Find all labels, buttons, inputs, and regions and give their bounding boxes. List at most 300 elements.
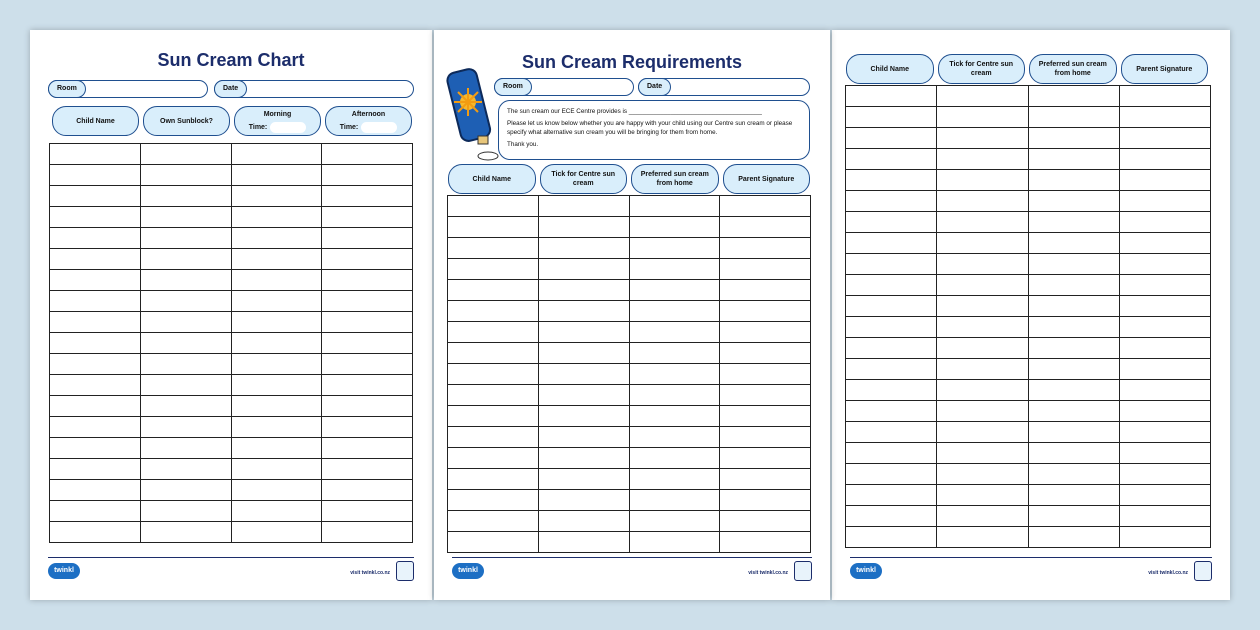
table-cell[interactable]: [448, 511, 539, 532]
table-cell[interactable]: [629, 301, 720, 322]
table-cell[interactable]: [140, 186, 231, 207]
table-row: [846, 401, 1211, 422]
table-cell[interactable]: [140, 396, 231, 417]
table-cell[interactable]: [231, 228, 322, 249]
room-field[interactable]: [494, 78, 634, 96]
table-cell[interactable]: [322, 354, 413, 375]
table-row: [50, 207, 413, 228]
table-cell[interactable]: [937, 212, 1028, 233]
table-cell[interactable]: [140, 249, 231, 270]
table-cell[interactable]: [1028, 86, 1119, 107]
table-cell[interactable]: [322, 228, 413, 249]
table-cell[interactable]: [1119, 296, 1210, 317]
header-tick-centre: Tick for Centre sun cream: [938, 54, 1026, 84]
table-cell[interactable]: [140, 165, 231, 186]
table-cell[interactable]: [538, 280, 629, 301]
table-cell[interactable]: [629, 280, 720, 301]
table-cell[interactable]: [538, 469, 629, 490]
table-cell[interactable]: [140, 459, 231, 480]
table-cell[interactable]: [322, 186, 413, 207]
table-cell[interactable]: [448, 238, 539, 259]
table-cell[interactable]: [140, 312, 231, 333]
table-cell[interactable]: [1119, 170, 1210, 191]
date-field[interactable]: [638, 78, 810, 96]
table-row: [846, 485, 1211, 506]
table-cell[interactable]: [937, 170, 1028, 191]
table-cell[interactable]: [231, 249, 322, 270]
table-cell[interactable]: [1119, 401, 1210, 422]
table-cell[interactable]: [50, 186, 141, 207]
table-cell[interactable]: [1119, 191, 1210, 212]
table-cell[interactable]: [1028, 401, 1119, 422]
table-cell[interactable]: [846, 380, 937, 401]
table-row: [50, 459, 413, 480]
table-cell[interactable]: [448, 217, 539, 238]
table-cell[interactable]: [538, 406, 629, 427]
page-title: Sun Cream Chart: [157, 50, 305, 70]
table-cell[interactable]: [629, 364, 720, 385]
table-cell[interactable]: [448, 490, 539, 511]
table-cell[interactable]: [629, 532, 720, 553]
room-field[interactable]: [48, 80, 208, 98]
table-row: [448, 364, 811, 385]
table-cell[interactable]: [50, 459, 141, 480]
table-cell[interactable]: [322, 459, 413, 480]
table-cell[interactable]: [1028, 191, 1119, 212]
table-cell[interactable]: [937, 485, 1028, 506]
table-cell[interactable]: [629, 511, 720, 532]
table-cell[interactable]: [1119, 380, 1210, 401]
table-row: [846, 506, 1211, 527]
table-cell[interactable]: [937, 317, 1028, 338]
table-cell[interactable]: [846, 527, 937, 548]
table-cell[interactable]: [1028, 485, 1119, 506]
table-cell[interactable]: [50, 144, 141, 165]
table-cell[interactable]: [322, 312, 413, 333]
table-cell[interactable]: [1119, 275, 1210, 296]
date-field[interactable]: [214, 80, 414, 98]
table-cell[interactable]: [1119, 359, 1210, 380]
table-cell[interactable]: [1028, 275, 1119, 296]
footer: [850, 557, 1212, 576]
table-cell[interactable]: [1028, 254, 1119, 275]
table-cell[interactable]: [231, 522, 322, 543]
table-cell[interactable]: [1119, 485, 1210, 506]
header-child-name: Child Name: [448, 164, 536, 194]
table-cell[interactable]: [1028, 107, 1119, 128]
table-cell[interactable]: [322, 291, 413, 312]
table-cell[interactable]: [1119, 149, 1210, 170]
table-cell[interactable]: [1119, 317, 1210, 338]
afternoon-label: Afternoon: [351, 110, 386, 118]
table-cell[interactable]: [937, 107, 1028, 128]
table-cell[interactable]: [1028, 212, 1119, 233]
table-cell[interactable]: [629, 490, 720, 511]
table-cell[interactable]: [322, 207, 413, 228]
table-cell[interactable]: [720, 448, 811, 469]
table-cell[interactable]: [50, 480, 141, 501]
table-row: [448, 280, 811, 301]
quality-badge-icon: [794, 561, 812, 581]
table-cell[interactable]: [937, 443, 1028, 464]
table-cell[interactable]: [937, 86, 1028, 107]
table-row: [50, 396, 413, 417]
table-row: [448, 406, 811, 427]
table-cell[interactable]: [937, 359, 1028, 380]
table-cell[interactable]: [720, 427, 811, 448]
twinkl-logo: twinkl: [48, 563, 80, 579]
table-row: [448, 301, 811, 322]
table-cell[interactable]: [50, 312, 141, 333]
table-cell[interactable]: [231, 186, 322, 207]
header-child-name: Child Name: [52, 106, 139, 136]
table-cell[interactable]: [1119, 338, 1210, 359]
table-cell[interactable]: [846, 464, 937, 485]
table-row: [448, 427, 811, 448]
header-preferred: Preferred sun cream from home: [1029, 54, 1117, 84]
table-cell[interactable]: [538, 532, 629, 553]
table-row: [50, 480, 413, 501]
table-cell[interactable]: [231, 207, 322, 228]
table-cell[interactable]: [1119, 422, 1210, 443]
table-row: [448, 343, 811, 364]
table-cell[interactable]: [50, 207, 141, 228]
table-cell[interactable]: [322, 522, 413, 543]
table-row: [448, 196, 811, 217]
table-cell[interactable]: [937, 233, 1028, 254]
table-row: [846, 443, 1211, 464]
afternoon-time-input[interactable]: [361, 122, 397, 133]
table-row: [846, 317, 1211, 338]
table-cell[interactable]: [538, 343, 629, 364]
table-cell[interactable]: [538, 301, 629, 322]
table-cell[interactable]: [1119, 527, 1210, 548]
table-row: [448, 217, 811, 238]
table-cell[interactable]: [322, 270, 413, 291]
table-row: [846, 107, 1211, 128]
table-cell[interactable]: [50, 249, 141, 270]
table-cell[interactable]: [140, 291, 231, 312]
date-label: Date: [638, 78, 671, 96]
table-cell[interactable]: [231, 396, 322, 417]
table-cell[interactable]: [937, 191, 1028, 212]
table-cell[interactable]: [448, 301, 539, 322]
table-cell[interactable]: [1119, 443, 1210, 464]
table-cell[interactable]: [448, 259, 539, 280]
table-cell[interactable]: [50, 522, 141, 543]
table-cell[interactable]: [720, 364, 811, 385]
table-cell[interactable]: [846, 191, 937, 212]
table-cell[interactable]: [629, 259, 720, 280]
table-cell[interactable]: [1028, 170, 1119, 191]
header-parent-signature: Parent Signature: [723, 164, 811, 194]
table-cell[interactable]: [231, 165, 322, 186]
table-cell[interactable]: [1119, 128, 1210, 149]
table-cell[interactable]: [937, 506, 1028, 527]
table-cell[interactable]: [720, 532, 811, 553]
table-row: [50, 165, 413, 186]
table-cell[interactable]: [846, 170, 937, 191]
table-cell[interactable]: [937, 275, 1028, 296]
table-cell[interactable]: [937, 338, 1028, 359]
table-row: [50, 417, 413, 438]
table-cell[interactable]: [50, 333, 141, 354]
table-cell[interactable]: [720, 469, 811, 490]
table-cell[interactable]: [538, 511, 629, 532]
table-cell[interactable]: [1119, 233, 1210, 254]
table-row: [50, 144, 413, 165]
table-cell[interactable]: [846, 233, 937, 254]
table-cell[interactable]: [448, 469, 539, 490]
table-cell[interactable]: [1119, 86, 1210, 107]
table-row: [846, 338, 1211, 359]
quality-badge-icon: [1194, 561, 1212, 581]
table-cell[interactable]: [937, 464, 1028, 485]
table-cell[interactable]: [846, 86, 937, 107]
table-cell[interactable]: [1028, 506, 1119, 527]
table-cell[interactable]: [231, 480, 322, 501]
table-cell[interactable]: [629, 406, 720, 427]
table-cell[interactable]: [322, 144, 413, 165]
table-cell[interactable]: [1119, 212, 1210, 233]
table-cell[interactable]: [231, 291, 322, 312]
table-cell[interactable]: [538, 385, 629, 406]
table-cell[interactable]: [1028, 380, 1119, 401]
table-cell[interactable]: [720, 196, 811, 217]
table-cell[interactable]: [629, 196, 720, 217]
table-cell[interactable]: [448, 406, 539, 427]
table-cell[interactable]: [937, 128, 1028, 149]
table-row: [846, 254, 1211, 275]
table-cell[interactable]: [720, 217, 811, 238]
table-row: [846, 128, 1211, 149]
page-sun-cream-requirements: [434, 30, 830, 600]
table-cell[interactable]: [538, 448, 629, 469]
table-cell[interactable]: [629, 448, 720, 469]
table-cell[interactable]: [322, 417, 413, 438]
table-cell[interactable]: [1028, 338, 1119, 359]
table-cell[interactable]: [846, 401, 937, 422]
twinkl-logo: twinkl: [850, 563, 882, 579]
instructions-box: [498, 100, 810, 160]
table-cell[interactable]: [322, 501, 413, 522]
table-cell[interactable]: [720, 490, 811, 511]
table-cell[interactable]: [50, 375, 141, 396]
table-cell[interactable]: [937, 149, 1028, 170]
table-row: [448, 532, 811, 553]
header-parent-signature: Parent Signature: [1121, 54, 1209, 84]
table-cell[interactable]: [140, 333, 231, 354]
table-cell[interactable]: [846, 485, 937, 506]
table-row: [50, 228, 413, 249]
table-cell[interactable]: [231, 354, 322, 375]
table-cell[interactable]: [937, 422, 1028, 443]
table-cell[interactable]: [140, 144, 231, 165]
table-cell[interactable]: [1028, 443, 1119, 464]
table-cell[interactable]: [231, 270, 322, 291]
table-row: [50, 501, 413, 522]
table-cell[interactable]: [140, 207, 231, 228]
visit-link[interactable]: visit twinkl.co.nz: [1148, 570, 1188, 576]
table-cell[interactable]: [322, 333, 413, 354]
table-cell[interactable]: [1028, 317, 1119, 338]
table-cell[interactable]: [846, 275, 937, 296]
table-cell[interactable]: [846, 212, 937, 233]
requirements-table: [845, 85, 1211, 548]
table-cell[interactable]: [720, 259, 811, 280]
table-cell[interactable]: [448, 364, 539, 385]
table-cell[interactable]: [50, 396, 141, 417]
twinkl-logo: twinkl: [452, 563, 484, 579]
table-cell[interactable]: [846, 149, 937, 170]
table-cell[interactable]: [629, 343, 720, 364]
table-cell[interactable]: [140, 270, 231, 291]
morning-time-input[interactable]: [270, 122, 306, 133]
table-cell[interactable]: [846, 254, 937, 275]
table-cell[interactable]: [140, 375, 231, 396]
table-cell[interactable]: [448, 532, 539, 553]
table-row: [846, 212, 1211, 233]
table-cell[interactable]: [937, 380, 1028, 401]
table-cell[interactable]: [538, 217, 629, 238]
table-cell[interactable]: [140, 417, 231, 438]
table-cell[interactable]: [1119, 107, 1210, 128]
table-cell[interactable]: [720, 280, 811, 301]
table-cell[interactable]: [846, 128, 937, 149]
table-row: [846, 464, 1211, 485]
table-cell[interactable]: [322, 438, 413, 459]
table-cell[interactable]: [937, 401, 1028, 422]
header-own-sunblock: Own Sunblock?: [143, 106, 230, 136]
table-cell[interactable]: [1119, 506, 1210, 527]
table-row: [50, 270, 413, 291]
table-cell[interactable]: [1028, 128, 1119, 149]
table-cell[interactable]: [50, 438, 141, 459]
table-cell[interactable]: [629, 427, 720, 448]
table-cell[interactable]: [538, 364, 629, 385]
visit-link[interactable]: visit twinkl.co.nz: [350, 570, 390, 576]
column-headers: [448, 164, 810, 194]
table-cell[interactable]: [231, 459, 322, 480]
table-cell[interactable]: [50, 228, 141, 249]
table-cell[interactable]: [231, 333, 322, 354]
footer: [452, 557, 812, 576]
table-cell[interactable]: [448, 280, 539, 301]
table-cell[interactable]: [322, 165, 413, 186]
page-requirements-continued: [832, 30, 1230, 600]
table-cell[interactable]: [538, 490, 629, 511]
table-cell[interactable]: [1028, 149, 1119, 170]
table-cell[interactable]: [720, 301, 811, 322]
table-cell[interactable]: [846, 317, 937, 338]
table-cell[interactable]: [231, 375, 322, 396]
table-cell[interactable]: [846, 422, 937, 443]
table-cell[interactable]: [140, 354, 231, 375]
table-cell[interactable]: [846, 443, 937, 464]
table-row: [846, 275, 1211, 296]
table-cell[interactable]: [50, 291, 141, 312]
table-cell[interactable]: [322, 480, 413, 501]
table-cell[interactable]: [629, 322, 720, 343]
table-cell[interactable]: [50, 501, 141, 522]
table-cell[interactable]: [846, 359, 937, 380]
table-row: [846, 527, 1211, 548]
table-cell[interactable]: [846, 296, 937, 317]
table-cell[interactable]: [1028, 527, 1119, 548]
table-cell[interactable]: [629, 238, 720, 259]
table-row: [448, 490, 811, 511]
table-cell[interactable]: [538, 427, 629, 448]
table-cell[interactable]: [1028, 233, 1119, 254]
table-cell[interactable]: [322, 375, 413, 396]
table-cell[interactable]: [140, 228, 231, 249]
table-cell[interactable]: [322, 396, 413, 417]
table-cell[interactable]: [1028, 464, 1119, 485]
table-row: [448, 259, 811, 280]
table-row: [448, 511, 811, 532]
table-cell[interactable]: [937, 527, 1028, 548]
table-cell[interactable]: [846, 107, 937, 128]
table-cell[interactable]: [231, 501, 322, 522]
table-cell[interactable]: [720, 406, 811, 427]
table-cell[interactable]: [720, 322, 811, 343]
table-cell[interactable]: [629, 217, 720, 238]
table-cell[interactable]: [231, 417, 322, 438]
table-cell[interactable]: [140, 501, 231, 522]
table-cell[interactable]: [50, 270, 141, 291]
table-cell[interactable]: [538, 238, 629, 259]
table-cell[interactable]: [231, 438, 322, 459]
table-cell[interactable]: [231, 144, 322, 165]
date-label: Date: [214, 80, 247, 98]
table-cell[interactable]: [1028, 296, 1119, 317]
table-cell[interactable]: [1028, 422, 1119, 443]
table-cell[interactable]: [629, 469, 720, 490]
table-cell[interactable]: [140, 480, 231, 501]
table-cell[interactable]: [50, 417, 141, 438]
table-cell[interactable]: [538, 196, 629, 217]
table-cell[interactable]: [629, 385, 720, 406]
table-cell[interactable]: [448, 427, 539, 448]
table-cell[interactable]: [140, 522, 231, 543]
table-cell[interactable]: [720, 511, 811, 532]
table-cell[interactable]: [448, 322, 539, 343]
visit-link[interactable]: visit twinkl.co.nz: [748, 570, 788, 576]
table-cell[interactable]: [140, 438, 231, 459]
table-cell[interactable]: [538, 259, 629, 280]
table-cell[interactable]: [448, 343, 539, 364]
table-cell[interactable]: [448, 448, 539, 469]
table-cell[interactable]: [846, 506, 937, 527]
table-cell[interactable]: [720, 238, 811, 259]
table-cell[interactable]: [322, 249, 413, 270]
table-cell[interactable]: [231, 312, 322, 333]
table-cell[interactable]: [538, 322, 629, 343]
table-cell[interactable]: [448, 196, 539, 217]
table-cell[interactable]: [937, 254, 1028, 275]
table-cell[interactable]: [846, 338, 937, 359]
table-cell[interactable]: [1119, 464, 1210, 485]
table-cell[interactable]: [1028, 359, 1119, 380]
table-cell[interactable]: [720, 385, 811, 406]
table-cell[interactable]: [720, 343, 811, 364]
page-title: Sun Cream Requirements: [521, 52, 743, 72]
table-cell[interactable]: [937, 296, 1028, 317]
table-cell[interactable]: [50, 354, 141, 375]
table-cell[interactable]: [1119, 254, 1210, 275]
table-cell[interactable]: [50, 165, 141, 186]
table-cell[interactable]: [448, 385, 539, 406]
